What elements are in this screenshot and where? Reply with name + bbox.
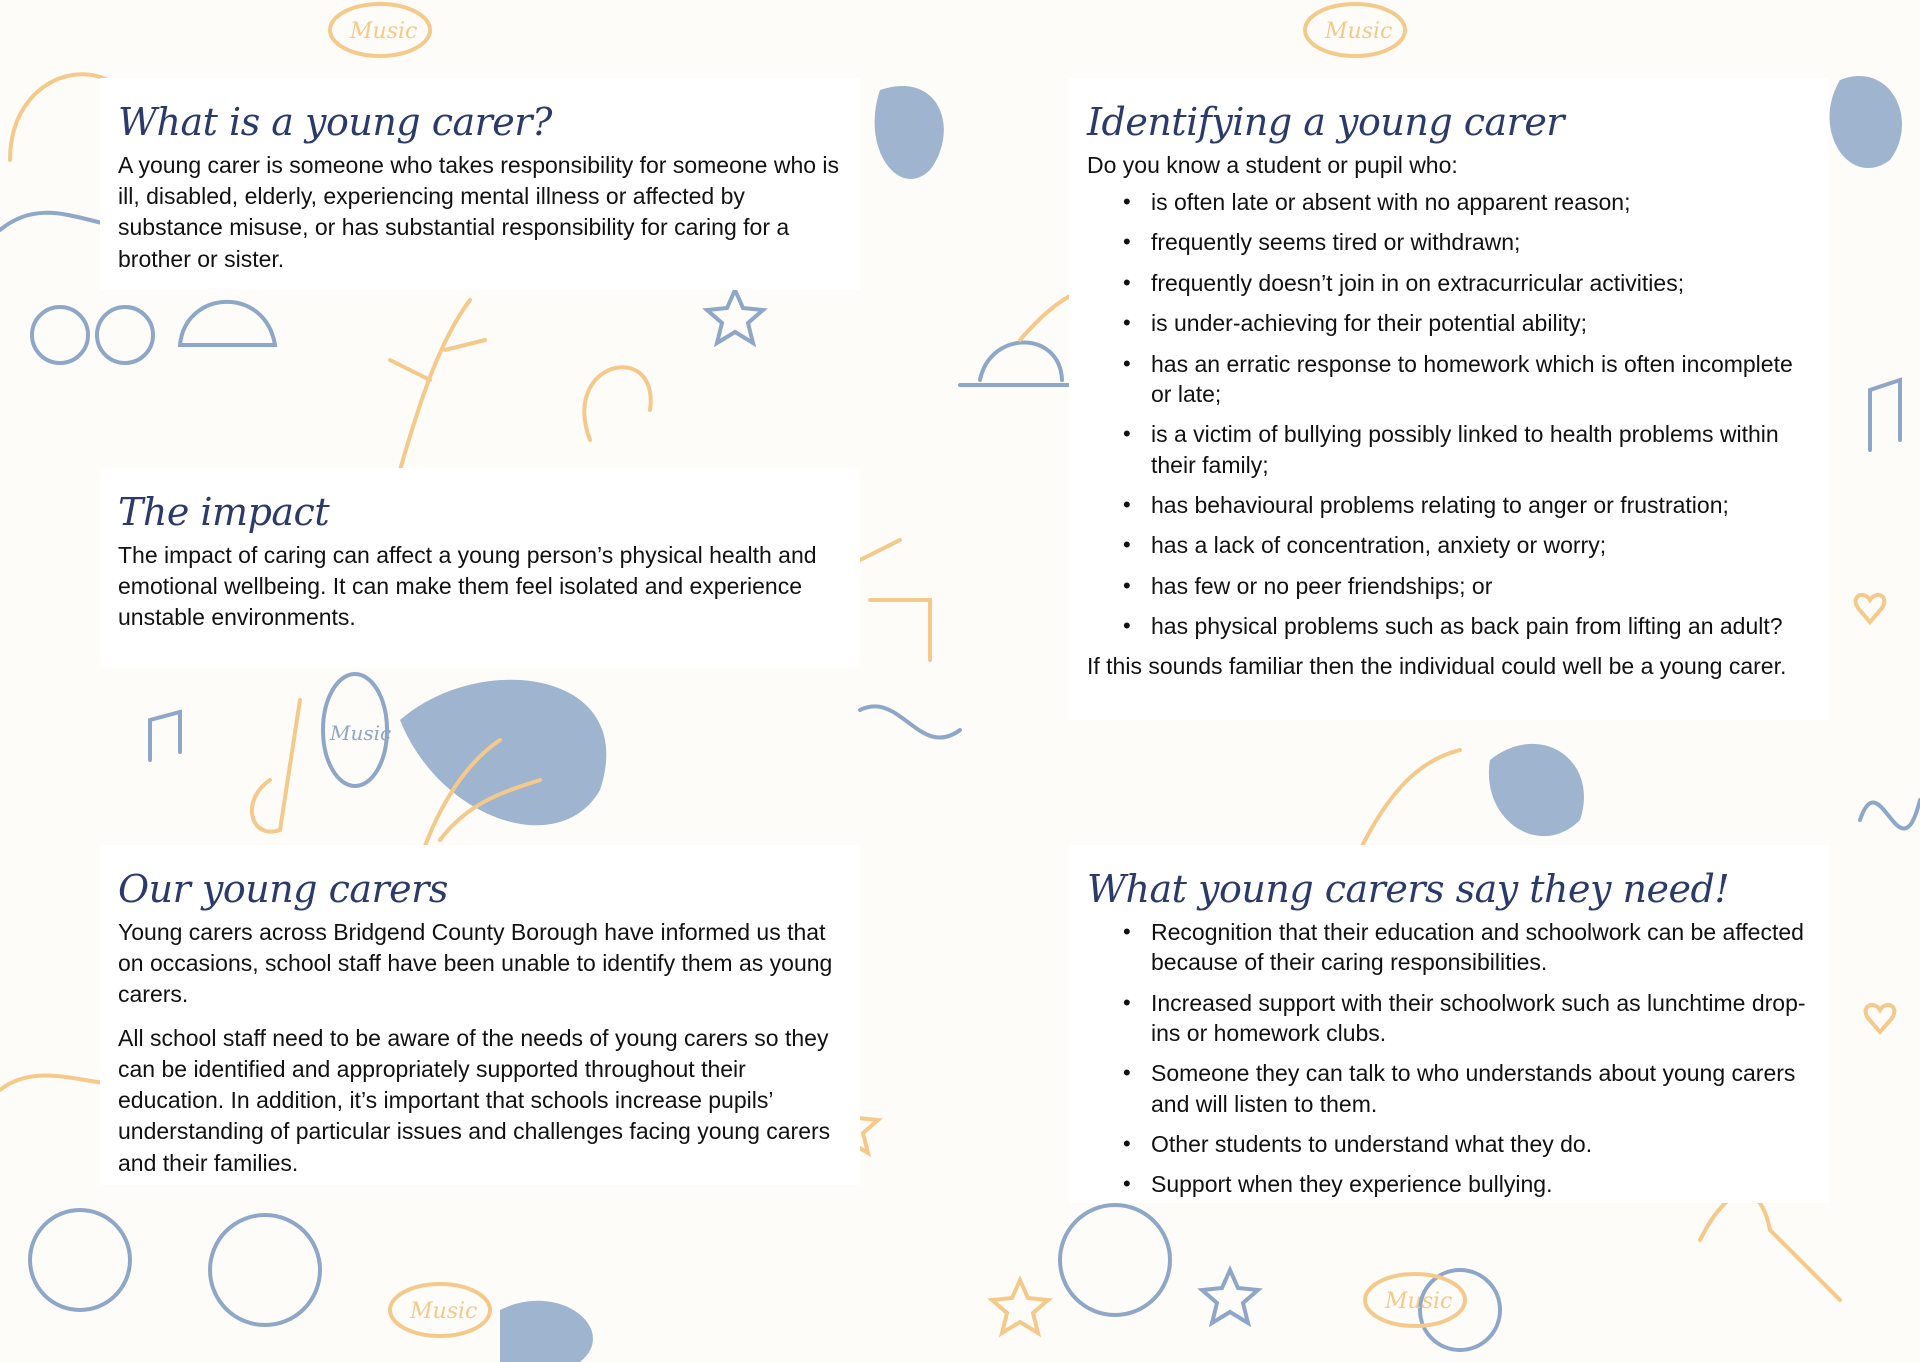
list-item: • has few or no peer friendships; or: [1123, 571, 1809, 601]
section-outro: If this sounds familiar then the individual could well be a young carer.: [1087, 653, 1787, 680]
note-doodle: [150, 712, 180, 760]
list-item: • has a lack of concentration, anxiety or worry;: [1123, 530, 1809, 560]
spoon-doodle: [1700, 1194, 1840, 1300]
star-doodle: [707, 290, 763, 343]
squiggle-doodle: [1860, 800, 1920, 829]
music-badge-label: Music: [1385, 1289, 1453, 1314]
needs-list: [1087, 917, 1809, 1200]
blob-doodle: [500, 1301, 593, 1362]
star-doodle: [992, 1280, 1048, 1333]
section-paragraph: Young carers across Bridgend County Borough have informed us that on occasions, school staff have been unable to identify them as young carers.: [118, 918, 833, 1008]
music-badge-label: Music: [350, 19, 418, 44]
music-badge-label: Music: [330, 721, 392, 745]
music-badge-label: Music: [1325, 19, 1393, 44]
section-intro: Do you know a student or pupil who:: [1087, 151, 1458, 178]
our-young-carers-section: [100, 845, 860, 1185]
hearts-doodle: [1856, 595, 1885, 622]
hat-doodle: [960, 343, 1080, 386]
list-item: • has an erratic response to homework which is often incomplete or late;: [1123, 349, 1809, 410]
list-item: • is a victim of bullying possibly linked to health problems within their family;: [1123, 419, 1809, 480]
branch-doodle: [390, 300, 485, 470]
what-young-carers-need-section: [1069, 845, 1829, 1203]
what-is-a-young-carer-section: [100, 78, 860, 290]
section-heading: What is a young carer?: [118, 100, 552, 144]
section-body: The impact of caring can affect a young person’s physical health and emotional wellbeing. It can make them feel isolated and experience unstable environments.: [118, 541, 817, 631]
blob-doodle: [875, 86, 944, 179]
indicator-list: [1087, 187, 1809, 641]
section-heading: The impact: [118, 490, 330, 534]
bicycle-doodle: [210, 1215, 320, 1325]
list-item: • Someone they can talk to who understands about young carers and will listen to them.: [1123, 1058, 1809, 1119]
hearts-doodle: [1866, 1005, 1895, 1032]
bicycle-doodle: [30, 1210, 130, 1310]
glasses-doodle: [32, 307, 88, 363]
blob-doodle: [1489, 744, 1584, 836]
flowers-doodle: [1360, 750, 1460, 850]
list-item: • is often late or absent with no apparent reason;: [1123, 187, 1809, 217]
blob-doodle: [400, 680, 606, 825]
squiggle-doodle: [860, 706, 960, 737]
list-item: • Increased support with their schoolwork such as lunchtime drop-ins or homework clubs.: [1123, 988, 1809, 1049]
note-doodle: [1870, 380, 1900, 450]
list-item: • is under-achieving for their potential ability;: [1123, 308, 1809, 338]
list-item: • frequently seems tired or withdrawn;: [1123, 227, 1809, 257]
section-heading: What young carers say they need!: [1087, 867, 1730, 911]
list-item: • Support when they experience bullying.: [1123, 1169, 1809, 1199]
section-heading: Our young carers: [118, 867, 448, 911]
horseshoe-doodle: [584, 367, 650, 440]
section-paragraph: All school staff need to be aware of the needs of young carers so they can be identified and appropriately supported throughout their education. In addition, it’s important that schools increase pupils’ understanding of particular issues and challenges facing young carers and their families.: [118, 1024, 831, 1176]
blob-doodle: [1830, 76, 1902, 168]
list-item: • has physical problems such as back pain from lifting an adult?: [1123, 611, 1809, 641]
list-item: • has behavioural problems relating to anger or frustration;: [1123, 490, 1809, 520]
glasses-doodle: [97, 307, 153, 363]
star-doodle: [1202, 1270, 1258, 1323]
section-heading: Identifying a young carer: [1087, 100, 1564, 144]
section-body: A young carer is someone who takes responsibility for someone who is ill, disabled, elderly, experiencing mental illness or affected by substance misuse, or has substantial responsibility for caring for a brother or sister.: [118, 151, 840, 272]
cap-doodle: [180, 302, 275, 345]
list-item: • Recognition that their education and schoolwork can be affected because of their caring responsibilities.: [1123, 917, 1809, 978]
bicycle-doodle: [1060, 1205, 1170, 1315]
guitar-doodle: [252, 700, 300, 832]
identifying-a-young-carer-section: [1069, 78, 1829, 720]
list-item: • Other students to understand what they do.: [1123, 1129, 1809, 1159]
list-item: • frequently doesn’t join in on extracurricular activities;: [1123, 268, 1809, 298]
music-badge-label: Music: [410, 1299, 478, 1324]
impact-section: [100, 468, 860, 668]
drink-doodle: [860, 540, 930, 660]
